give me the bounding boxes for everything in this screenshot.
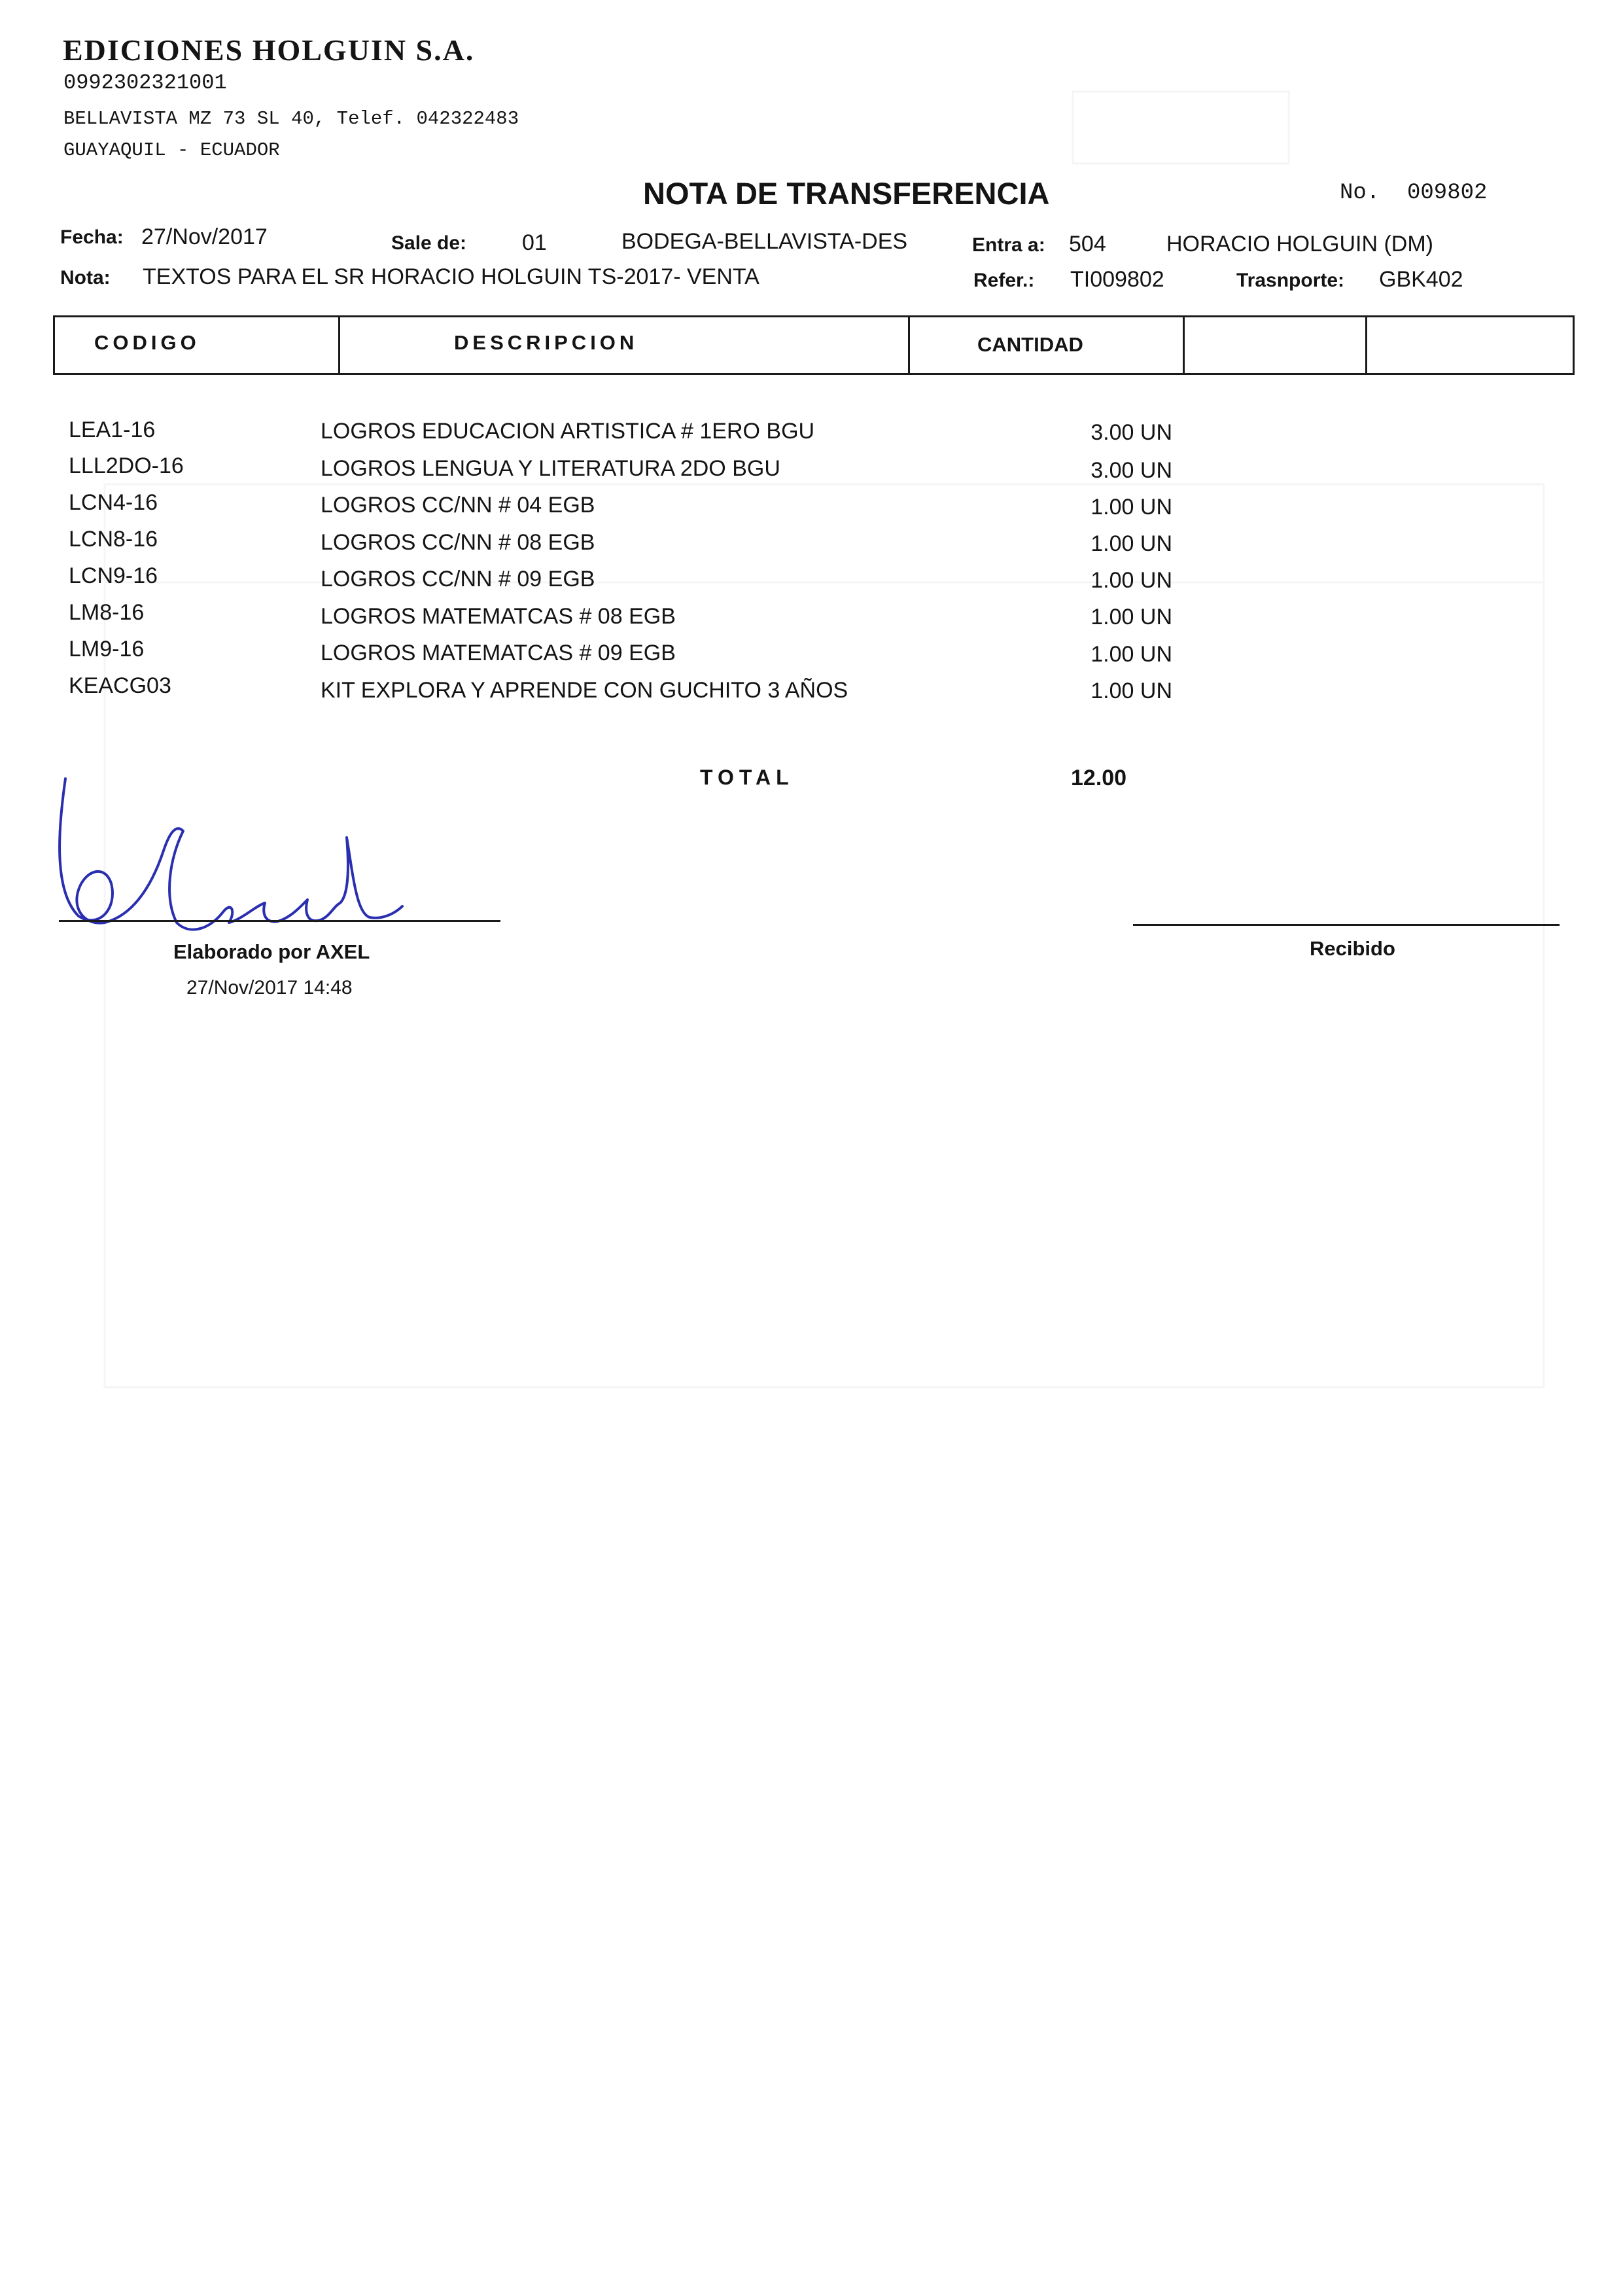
- entra-a-code: 504: [1069, 232, 1106, 256]
- column-header-codigo: CODIGO: [94, 331, 200, 354]
- sale-de-code: 01: [522, 230, 547, 255]
- company-name: EDICIONES HOLGUIN S.A.: [63, 33, 475, 67]
- row-quantity: 1.00 UN: [1091, 495, 1172, 520]
- column-divider: [338, 317, 340, 373]
- column-header-descripcion: DESCRIPCION: [454, 331, 638, 354]
- row-quantity: 1.00 UN: [1091, 605, 1172, 629]
- sale-de-name: BODEGA-BELLAVISTA-DES: [621, 229, 908, 254]
- document-title: NOTA DE TRANSFERENCIA: [643, 176, 1050, 211]
- row-description: LOGROS MATEMATCAS # 09 EGB: [321, 641, 676, 665]
- recibido-signature-line: [1133, 924, 1560, 926]
- row-code: KEACG03: [69, 673, 171, 698]
- elaborado-por: Elaborado por AXEL: [173, 940, 370, 963]
- row-code: LM8-16: [69, 600, 145, 625]
- transporte-value: GBK402: [1379, 267, 1463, 292]
- row-description: LOGROS MATEMATCAS # 08 EGB: [321, 604, 676, 629]
- items-table-header: [53, 315, 1575, 375]
- nota-value: TEXTOS PARA EL SR HORACIO HOLGUIN TS-2017- VENTA: [143, 264, 759, 289]
- nota-label: Nota:: [60, 267, 111, 289]
- entra-a-label: Entra a:: [972, 234, 1045, 256]
- row-code: LLL2DO-16: [69, 453, 184, 478]
- total-value: 12.00: [1071, 766, 1127, 790]
- company-address: BELLAVISTA MZ 73 SL 40, Telef. 042322483: [63, 108, 519, 130]
- row-code: LM9-16: [69, 637, 145, 662]
- document-number: 009802: [1407, 181, 1488, 205]
- column-divider: [1365, 317, 1367, 373]
- row-description: LOGROS EDUCACION ARTISTICA # 1ERO BGU: [321, 419, 815, 444]
- row-description: KIT EXPLORA Y APRENDE CON GUCHITO 3 AÑOS: [321, 678, 848, 703]
- column-header-cantidad: CANTIDAD: [977, 333, 1083, 356]
- document-number-label: No.: [1340, 181, 1380, 205]
- row-description: LOGROS CC/NN # 09 EGB: [321, 567, 595, 592]
- recibido-label: Recibido: [1310, 937, 1395, 960]
- refer-label: Refer.:: [973, 270, 1035, 291]
- transporte-label: Trasnporte:: [1236, 270, 1345, 291]
- row-quantity: 1.00 UN: [1091, 568, 1172, 593]
- entra-a-name: HORACIO HOLGUIN (DM): [1166, 232, 1433, 256]
- row-quantity: 1.00 UN: [1091, 531, 1172, 556]
- row-code: LCN9-16: [69, 563, 158, 588]
- row-quantity: 3.00 UN: [1091, 420, 1172, 445]
- elaborado-fecha: 27/Nov/2017 14:48: [186, 977, 353, 998]
- row-quantity: 1.00 UN: [1091, 642, 1172, 667]
- fecha-value: 27/Nov/2017: [141, 224, 268, 249]
- total-label: TOTAL: [700, 766, 794, 789]
- signature-scribble: [39, 772, 406, 942]
- refer-value: TI009802: [1070, 267, 1164, 292]
- row-description: LOGROS LENGUA Y LITERATURA 2DO BGU: [321, 456, 780, 481]
- row-quantity: 3.00 UN: [1091, 458, 1172, 483]
- row-code: LCN4-16: [69, 490, 158, 515]
- company-city: GUAYAQUIL - ECUADOR: [63, 139, 280, 161]
- company-ruc: 0992302321001: [63, 71, 227, 95]
- row-quantity: 1.00 UN: [1091, 679, 1172, 703]
- sale-de-label: Sale de:: [391, 232, 467, 254]
- row-code: LCN8-16: [69, 527, 158, 552]
- column-divider: [908, 317, 910, 373]
- column-divider: [1183, 317, 1185, 373]
- row-code: LEA1-16: [69, 417, 156, 442]
- fecha-label: Fecha:: [60, 226, 124, 248]
- elaborado-signature-line: [59, 920, 500, 922]
- row-description: LOGROS CC/NN # 08 EGB: [321, 530, 595, 555]
- row-description: LOGROS CC/NN # 04 EGB: [321, 493, 595, 518]
